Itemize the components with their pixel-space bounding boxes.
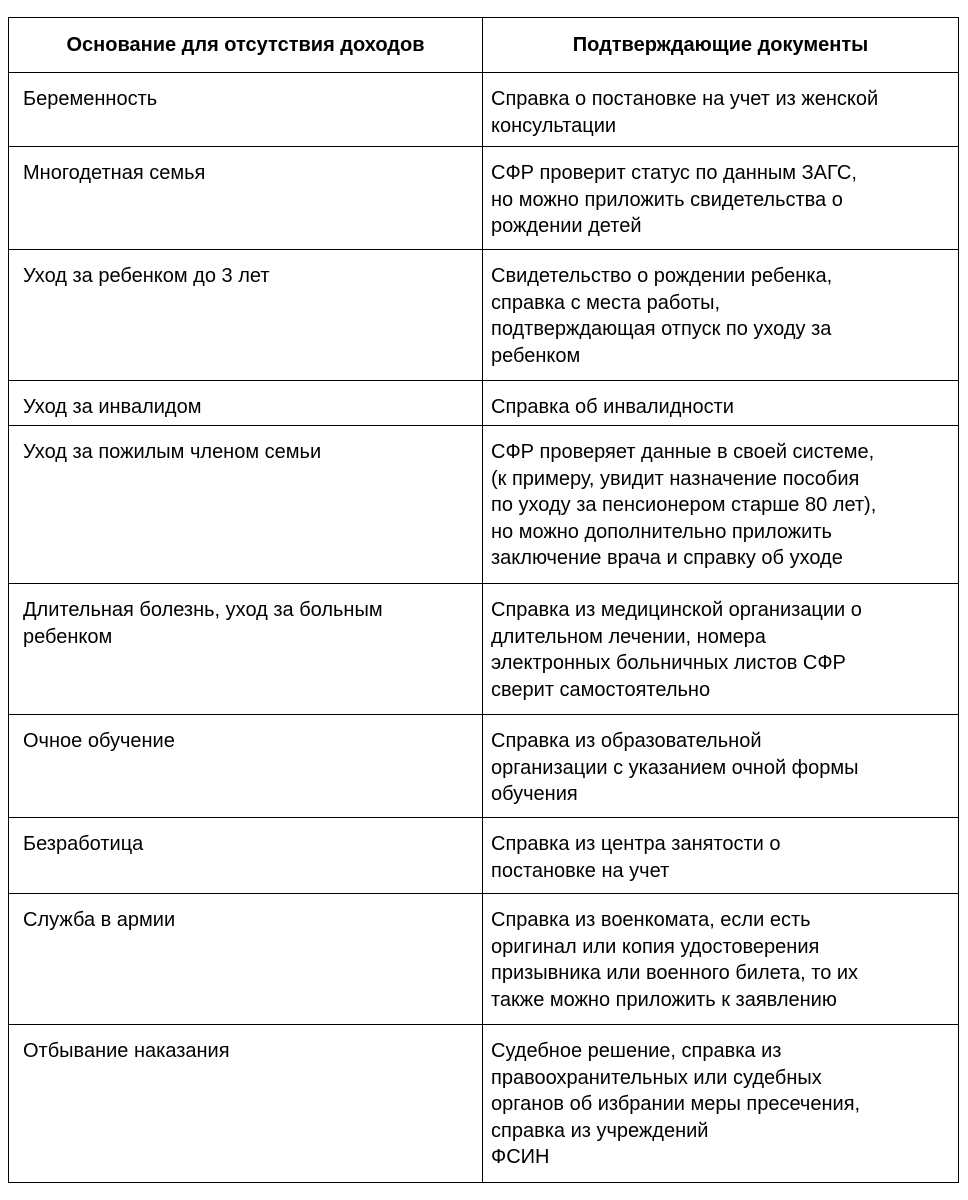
table-row [9,381,959,426]
cell-documents: СФР проверит статус по данным ЗАГС, но можно приложить свидетельства о рождении детей [483,147,959,250]
cell-reason: Уход за ребенком до 3 лет [9,250,483,381]
cell-reason: Уход за пожилым членом семьи [9,426,483,584]
header-documents: Подтверждающие документы [483,18,959,73]
table-header-row [9,18,959,73]
cell-reason: Служба в армии [9,894,483,1025]
cell-documents: Справка о постановке на учет из женской консультации [483,73,959,147]
table-row [9,818,959,894]
table-row [9,894,959,1025]
cell-documents: СФР проверяет данные в своей системе, (к примеру, увидит назначение пособия по уходу за пенсионером старше 80 лет), но можно дополнительно приложить заключение врача и справку об уходе [483,426,959,584]
cell-documents: Справка из медицинской организации о длительном лечении, номера электронных больничных листов СФР сверит самостоятельно [483,584,959,715]
table-row [9,426,959,584]
documents-table [8,17,959,1183]
header-reason: Основание для отсутствия доходов [9,18,483,73]
table-row [9,147,959,250]
table-row [9,715,959,818]
cell-reason: Уход за инвалидом [9,381,483,426]
table-row [9,1025,959,1183]
table-row [9,250,959,381]
table-row [9,584,959,715]
cell-reason: Беременность [9,73,483,147]
cell-documents: Справка из военкомата, если есть оригинал или копия удостоверения призывника или военного билета, то их также можно приложить к заявлению [483,894,959,1025]
cell-reason: Отбывание наказания [9,1025,483,1183]
table-row [9,73,959,147]
cell-documents: Судебное решение, справка из правоохранительных или судебных органов об избрании меры пресечения, справка из учреждений ФСИН [483,1025,959,1183]
cell-reason: Многодетная семья [9,147,483,250]
cell-documents: Справка об инвалидности [483,381,959,426]
cell-documents: Справка из центра занятости о постановке на учет [483,818,959,894]
cell-reason: Длительная болезнь, уход за больным ребенком [9,584,483,715]
cell-documents: Справка из образовательной организации с указанием очной формы обучения [483,715,959,818]
cell-reason: Очное обучение [9,715,483,818]
cell-documents: Свидетельство о рождении ребенка, справка с места работы, подтверждающая отпуск по уходу за ребенком [483,250,959,381]
cell-reason: Безработица [9,818,483,894]
